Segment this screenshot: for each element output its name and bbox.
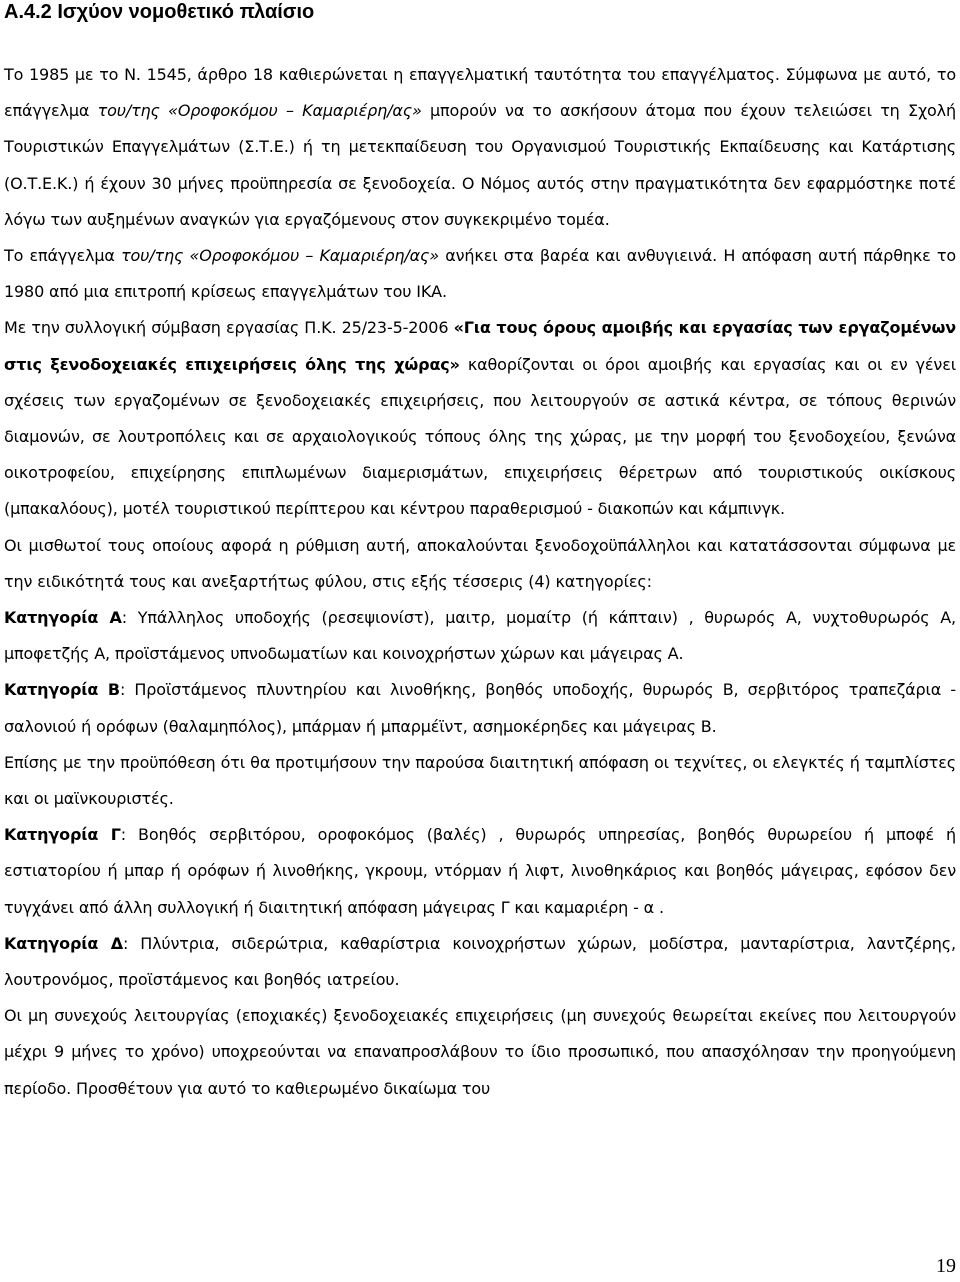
paragraph-category-d [4,926,956,998]
p2-text-c: ανήκει στα βαρέα και ανθυγιεινά. Η απόφαση αυτή πάρθηκε το 1980 από μια επιτροπή κρίσεως επαγγελμάτων του ΙΚΑ. [4,246,956,302]
paragraph-also: Επίσης με την προϋπόθεση ότι θα προτιμήσουν την παρούσα διαιτητική απόφαση οι τεχνίτες, οι ελεγκτές ή ταμπλίστες και οι μαϊνκουριστές. [4,752,956,809]
paragraph-collective-agreement [4,310,956,527]
category-a-text: : Υπάλληλος υποδοχής (ρεσεψιονίστ), μαιτρ, μομαίτρ (ή κάπταιν) , θυρωρός Α, νυχτοθυρωρός Α, μποφετζής Α, προϊστάμενος υπνοδωματίων και κοινοχρήστων χώρων και μάγειρας Α. [4,608,956,664]
paragraph-employees: Οι μισθωτοί τους οποίους αφορά η ρύθμιση αυτή, αποκαλούνται ξενοδοχοϋπάλληλοι και κατατάσσονται σύμφωνα με την ειδικότητά τους και ανεξαρτήτως φύλου, στις εξής τέσσερις (4) κατηγορίες: [4,535,956,591]
paragraph-category-b [4,672,956,744]
p1-profession-italic: του/της «Οροφοκόμου – Καμαριέρη/ας» [97,101,422,121]
p2-profession-italic: του/της «Οροφοκόμου – Καμαριέρη/ας» [121,246,439,266]
category-b-label: Κατηγορία Β [4,680,120,700]
p3-text-c: καθορίζονται οι όροι αμοιβής και εργασίας και οι εν γένει σχέσεις των εργαζομένων σε ξενοδοχειακές επιχειρήσεις, που λειτουργούν σε αστικά κέντρα, σε τόπους θερινών διαμονών, σε λουτροπόλεις και σε αρχαιολογικούς τόπους όλης της χώρας, με την μορφή του ξενοδοχείου, ξενώνα οικοτροφείου, επιχείρησης επιπλωμένων διαμερισμάτων, επιχειρήσεις θέρετρων από τουριστικούς οικίσκους (μπακαλόους), μοτέλ τουριστικού περίπτερου και κέντρου παραθερισμού - διακοπών και κάμπινγκ. [4,354,956,519]
document-body [4,57,956,1107]
category-b-text: : Προϊστάμενος πλυντηρίου και λινοθήκης, βοηθός υποδοχής, θυρωρός Β, σερβιτόρος τραπεζάρια - σαλονιού ή ορόφων (θαλαμηπόλος), μπάρμαν ή μπαρμέϊντ, ασημοκέρηδες και μάγειρας Β. [4,680,957,736]
category-a-label: Κατηγορία Α [4,608,122,628]
paragraph-category-g [4,817,956,926]
paragraph-heavy-work [4,238,956,310]
p1-text-a: Το 1985 με το Ν. 1545, άρθρο 18 καθιερώνεται η επαγγελματική ταυτότητα του επαγγέλματος. Σύμφωνα με αυτό, το επάγγελμα [4,65,956,121]
p3-agreement-title: «Για τους όρους αμοιβής και εργασίας των εργαζομένων στις ξενοδοχειακές επιχειρήσεις όλης της χώρας» [4,318,956,374]
p3-text-a: Με την συλλογική σύμβαση εργασίας Π.Κ. 25/23-5-2006 [4,318,454,338]
paragraph-seasonal: Οι μη συνεχούς λειτουργίας (εποχιακές) ξενοδοχειακές επιχειρήσεις (μη συνεχούς θεωρείται εκείνες που λειτουργούν μέχρι 9 μήνες το χρόνο) υποχρεούνται να επαναπροσλάβουν το ίδιο προσωπικό, που απασχόλησαν την προηγούμενη περίοδο. Προσθέτουν για αυτό το καθιερωμένο δικαίωμα του [4,1006,956,1098]
p2-text-a: Το επάγγελμα [4,246,122,266]
category-g-label: Κατηγορία Γ [4,825,121,845]
category-d-label: Κατηγορία Δ [4,933,123,953]
section-heading: A.4.2 Ισχύον νομοθετικό πλαίσιο [4,1,315,23]
paragraph-category-a [4,600,956,672]
category-d-text: : Πλύντρια, σιδερώτρια, καθαρίστρια κοινοχρήστων χώρων, μοδίστρα, μανταρίστρια, λαντζέρης, λουτρονόμος, προϊστάμενος και βοηθός ιατρείου. [4,933,956,990]
p1-text-c: μπορούν να το ασκήσουν άτομα που έχουν τελειώσει τη Σχολή Τουριστικών Επαγγελμάτων (Σ.Τ.Ε.) ή τη μετεκπαίδευση του Οργανισμού Τουριστικής Εκπαίδευσης και Κατάρτισης (Ο.Τ.Ε.Κ.) ή έχουν 30 μήνες προϋπηρεσία σε ξενοδοχεία. Ο Νόμος αυτός στην πραγματικότητα δεν εφαρμόστηκε ποτέ λόγω των αυξημένων αναγκών για εργαζόμενους στον συγκεκριμένο τομέα. [4,101,956,229]
page-number: 19 [936,1255,956,1277]
paragraph-law-1985 [4,57,956,238]
category-g-text: : Βοηθός σερβιτόρου, οροφοκόμος (βαλές) , θυρωρός υπηρεσίας, βοηθός θυρωρείου ή μποφέ ή εστιατορίου ή μπαρ ή ορόφων ή λινοθήκης, γκρουμ, ντόρμαν ή λιφτ, λινοθηκάριος και βοηθός μάγειρας, εφόσον δεν τυγχάνει από άλλη συλλογική ή διαιτητική απόφαση μάγειρας Γ και καμαριέρη - α . [4,825,956,917]
